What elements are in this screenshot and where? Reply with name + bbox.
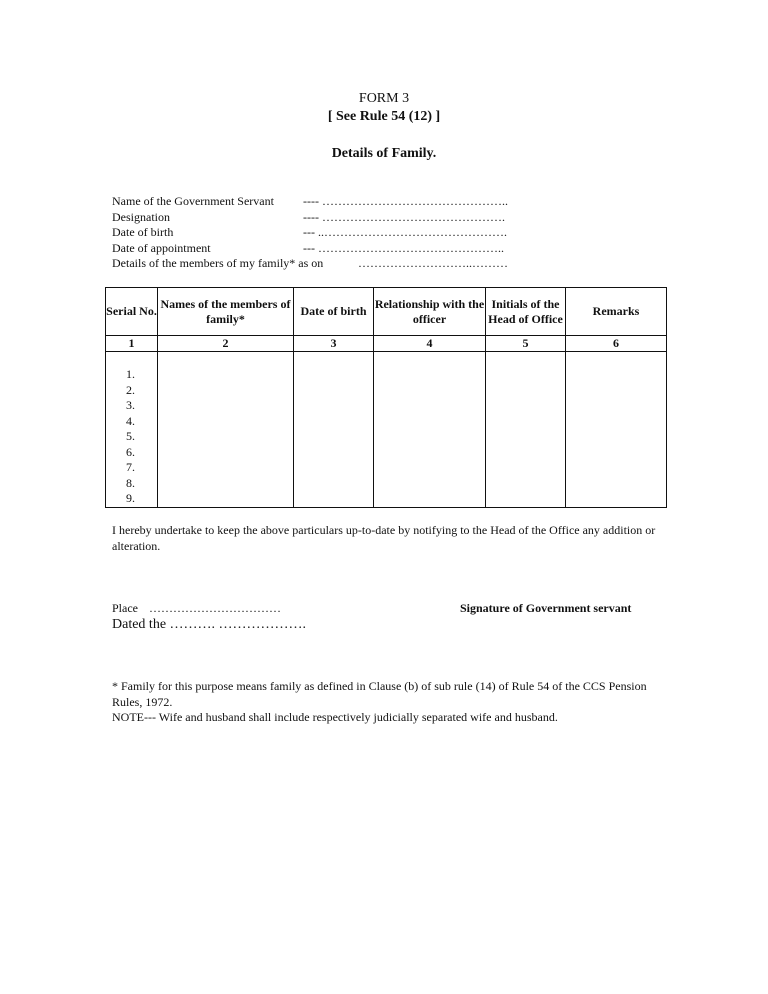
date-of-birth-cell bbox=[294, 352, 374, 508]
serial-item: 5. bbox=[126, 429, 135, 443]
field-name bbox=[112, 194, 508, 209]
signature-label: Signature of Government servant bbox=[460, 601, 632, 615]
table-body-row bbox=[106, 352, 667, 508]
field-value: ---- ………………………………………. bbox=[303, 210, 505, 224]
column-header: Relationship with the officer bbox=[374, 288, 486, 336]
form-number: FORM 3 bbox=[358, 91, 410, 106]
field-label: Date of appointment bbox=[112, 241, 211, 255]
serial-cell bbox=[106, 352, 158, 508]
column-number: 3 bbox=[294, 336, 374, 352]
field-value: --- ..………………………………………. bbox=[303, 225, 507, 239]
initials-cell bbox=[486, 352, 566, 508]
field-date-of-appointment bbox=[112, 241, 504, 256]
field-value: --- ……………………………………….. bbox=[303, 241, 504, 255]
remarks-cell bbox=[566, 352, 667, 508]
place-label: Place bbox=[112, 601, 138, 615]
names-cell bbox=[158, 352, 294, 508]
serial-item: 2. bbox=[126, 382, 135, 397]
field-designation bbox=[112, 210, 505, 225]
footnote-block bbox=[112, 679, 668, 726]
relationship-cell bbox=[374, 352, 486, 508]
column-header: Names of the members of family* bbox=[158, 288, 294, 336]
family-table bbox=[105, 287, 667, 508]
place-value: …………………………… bbox=[149, 601, 281, 615]
serial-item: 1. bbox=[126, 367, 135, 381]
field-label: Details of the members of my family* as on bbox=[112, 256, 324, 270]
field-date-of-birth bbox=[112, 225, 507, 240]
column-number: 6 bbox=[566, 336, 667, 352]
field-label: Date of birth bbox=[112, 225, 174, 239]
column-number: 5 bbox=[486, 336, 566, 352]
serial-item: 4. bbox=[126, 413, 135, 428]
footnote-text: * Family for this purpose means family as defined in Clause (b) of sub rule (14) of Rule 54 of the CCS Pension Rules, 1972. bbox=[112, 679, 647, 709]
serial-item: 6. bbox=[126, 444, 135, 459]
column-header: Remarks bbox=[566, 288, 667, 336]
field-value: ---- ……………………………………….. bbox=[303, 194, 508, 208]
table-header-row bbox=[106, 288, 667, 336]
serial-list bbox=[106, 367, 157, 507]
column-number: 1 bbox=[106, 336, 158, 352]
place-line bbox=[112, 601, 281, 616]
field-label: Designation bbox=[112, 210, 170, 224]
column-header: Initials of the Head of Office bbox=[486, 288, 566, 336]
rule-reference: [ See Rule 54 (12) ] bbox=[327, 109, 441, 124]
field-family-details bbox=[112, 256, 508, 271]
dated-line: Dated the ………. ………………. bbox=[112, 617, 307, 632]
undertaking-text: I hereby undertake to keep the above particulars up-to-date by notifying to the Head of the Office any addition or alteration. bbox=[112, 523, 656, 553]
serial-item: 8. bbox=[126, 475, 135, 490]
serial-item: 3. bbox=[126, 398, 135, 412]
column-number: 4 bbox=[374, 336, 486, 352]
note-text: NOTE--- Wife and husband shall include respectively judicially separated wife and husband. bbox=[112, 710, 558, 724]
serial-item: 9. bbox=[126, 491, 135, 505]
column-number: 2 bbox=[158, 336, 294, 352]
field-value: ………………………..……… bbox=[358, 256, 508, 270]
field-label: Name of the Government Servant bbox=[112, 194, 274, 208]
column-number-row bbox=[106, 336, 667, 352]
form-heading: Details of Family. bbox=[331, 146, 437, 161]
serial-item: 7. bbox=[126, 460, 135, 474]
column-header: Serial No. bbox=[106, 288, 158, 336]
column-header: Date of birth bbox=[294, 288, 374, 336]
